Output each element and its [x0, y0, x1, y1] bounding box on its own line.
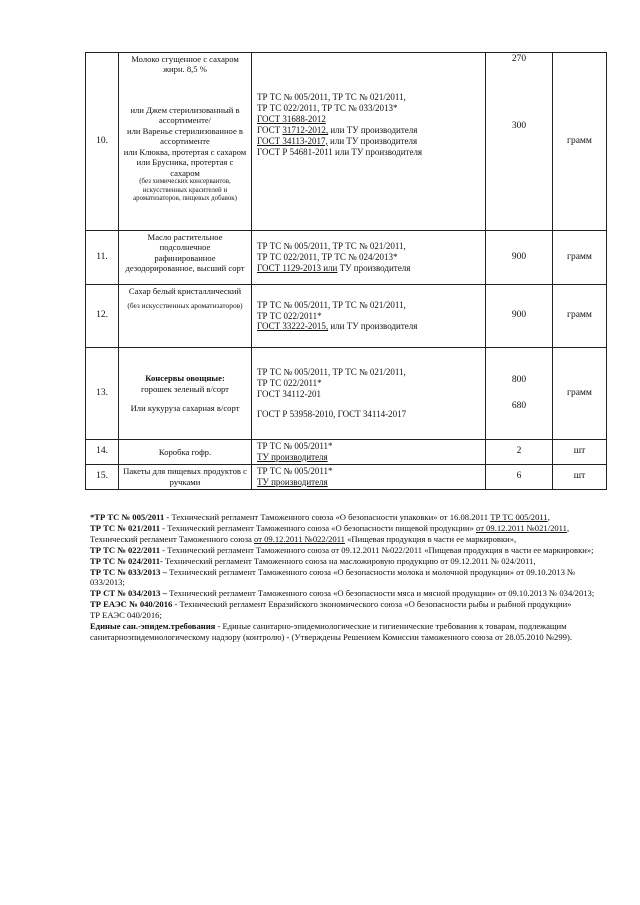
- unit: грамм: [553, 53, 607, 231]
- standards: ТР ТС № 005/2011, ТР ТС № 021/2011, ТР ТС 022/2011* ГОСТ 34112-201 ГОСТ Р 53958-2010, ГОСТ 34114-2017: [252, 348, 486, 440]
- footnote: ТР ТС № 022/2011 - Технический регламент Таможенного союза от 09.12.2011 №022/2011 «Пищевая продукция в части ее маркировки»;: [90, 544, 594, 555]
- footnote: ТР ЕАЭС № 040/2016 - Технический регламент Евразийского экономического союза «О безопасности рыбы и рыбной продукции»: [90, 599, 572, 610]
- unit: грамм: [553, 285, 607, 348]
- table-row: [86, 53, 607, 231]
- footnote: ТР ТС № 021/2011 - Технический регламент Таможенного союза «О безопасности пищевой продукции» от 09.12.2011 №021/2011,: [90, 522, 570, 533]
- row-number: 15.: [86, 464, 119, 489]
- standards: ТР ТС № 005/2011, ТР ТС № 021/2011, ТР ТС 022/2011, ТР ТС № 024/2013* ГОСТ 1129-2013 или ТУ производителя: [252, 231, 486, 285]
- footnote: ТР ТС № 024/2011- Технический регламент Таможенного союза на масложировую продукцию от 09.12.2011 № 024/2011,: [90, 555, 536, 566]
- footnote: ТР СТ № 034/2013 – Технический регламент Таможенного союза «О безопасности мяса и мясной продукции» от 09.10.2013 № 034/2013;: [90, 588, 595, 599]
- product-name: Консервы овощные: горошек зеленый в/сорт Или кукуруза сахарная в/сорт: [119, 348, 252, 440]
- quantity: 900: [486, 231, 553, 285]
- product-name: Пакеты для пищевых продуктов с ручками: [119, 464, 252, 489]
- row-number: 13.: [86, 348, 119, 440]
- product-name: Коробка гофр.: [119, 440, 252, 465]
- row-number: 10.: [86, 53, 119, 231]
- standards: ТР ТС № 005/2011, ТР ТС № 021/2011, ТР ТС 022/2011* ГОСТ 33222-2015, или ТУ производителя: [252, 285, 486, 348]
- footnotes: [90, 512, 600, 643]
- standards: ТР ТС № 005/2011* ТУ производителя: [252, 440, 486, 465]
- product-name: Молоко сгущенное с сахаром жирн. 8,5 % или Джем стерилизованный в ассортименте/ или Варенье стерилизованное в ассортименте или Клюква, протертая с сахаром или Брусника, протертая с сахаром (без химических консервантов, искусственных красителей и ароматизаторов, пищевых добавок): [119, 53, 252, 231]
- quantity: 2: [486, 440, 553, 465]
- quantity: 270 300: [486, 53, 553, 231]
- footnote: ТР ЕАЭС 040/2016;: [90, 610, 162, 621]
- table-row: [86, 348, 607, 440]
- unit: шт: [553, 440, 607, 465]
- footnote: Технический регламент Таможенного союза от 09.12.2011 №022/2011 «Пищевая продукция в части ее маркировки»,: [90, 533, 517, 544]
- row-number: 12.: [86, 285, 119, 348]
- row-number: 11.: [86, 231, 119, 285]
- table-row: [86, 440, 607, 465]
- row-number: 14.: [86, 440, 119, 465]
- table-row: [86, 285, 607, 348]
- quantity: 900: [486, 285, 553, 348]
- unit: грамм: [553, 231, 607, 285]
- table-row: [86, 464, 607, 489]
- product-name: Сахар белый кристаллический (без искусственных ароматизаторов): [119, 285, 252, 348]
- product-name: Масло растительное подсолнечное рафинированное дезодорированное, высший сорт: [119, 231, 252, 285]
- quantity: 800 680: [486, 348, 553, 440]
- unit: шт: [553, 464, 607, 489]
- specification-table: [85, 52, 607, 490]
- footnote: ТР ТС № 033/2013 – Технический регламент Таможенного союза «О безопасности молока и молочной продукции» от 09.10.2013 № 033/2013;: [90, 566, 576, 588]
- standards: ТР ТС № 005/2011* ТУ производителя: [252, 464, 486, 489]
- unit: грамм: [553, 348, 607, 440]
- table-row: [86, 231, 607, 285]
- quantity: 6: [486, 464, 553, 489]
- footnote: *ТР ТС № 005/2011 - Технический регламент Таможенного союза «О безопасности упаковки» от 16.08.2011 ТР ТС 005/2011,: [90, 512, 550, 522]
- standards: ТР ТС № 005/2011, ТР ТС № 021/2011, ТР ТС 022/2011, ТР ТС № 033/2013* ГОСТ 31688-2012 ГОСТ 31712-2012, или ТУ производителя ГОСТ 34113-2017, или ТУ производителя ГОСТ Р 54681-2011 или ТУ производителя: [252, 53, 486, 231]
- footnote: Единые сан.-эпидем.требования - Единые санитарно-эпидемиологические и гигиенические требования к товарам, подлежащим санитарноэпидемиологическому надзору (контролю) - (Утверждены Решением Комиссии таможенного союза от 28.05.2010 №299).: [90, 621, 572, 642]
